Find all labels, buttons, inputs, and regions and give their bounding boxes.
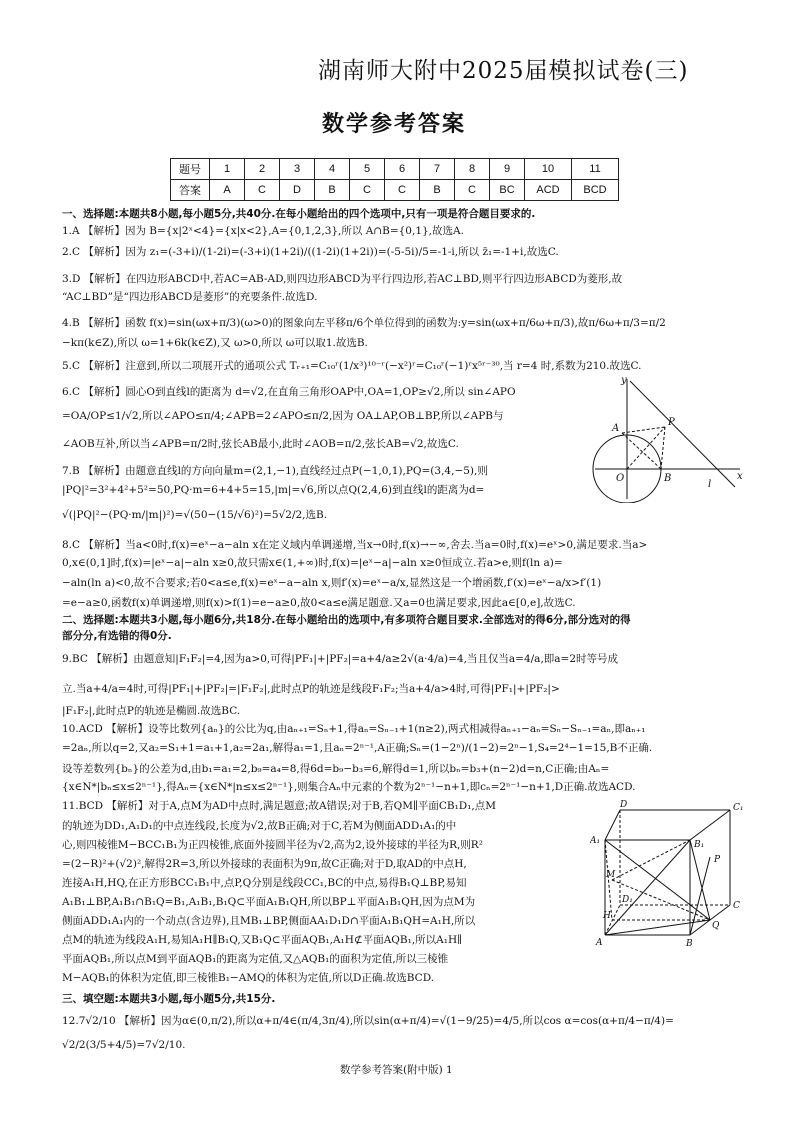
label-d1: D₁ <box>622 895 633 905</box>
answer-cell: C <box>385 180 420 201</box>
edge-c1-b1 <box>690 810 730 840</box>
label-x: x <box>737 471 743 482</box>
answer-cell: B <box>420 180 455 201</box>
solution-9-line1: 9.BC 【解析】由题意知|F₁F₂|=4,因为a>0,可得|PF₁|+|PF₂|=a+4/a≥2√(a·4/a)=4,当且仅当a=4/a,即a=2时等号成 <box>62 653 619 665</box>
label-m: M <box>606 870 616 880</box>
answer-cell: A <box>210 180 245 201</box>
solution-10-line1: 10.ACD 【解析】设等比数列{aₙ}的公比为q,由aₙ₊₁=Sₙ+1,得aₙ=Sₙ₋₁+1(n≥2),两式相减得aₙ₊₁−aₙ=Sₙ−Sₙ₋₁=aₙ,即aₙ₊₁ <box>62 723 646 735</box>
number-cell: 7 <box>420 159 455 180</box>
solution-7-line3: √(|PQ|²−(PQ·m/|m|)²)=√(50−(15/√6)²)=5√2/2,选B. <box>62 509 328 521</box>
solution-3-line1: 3.D 【解析】在四边形ABCD中,若AC=AB-AD,则四边形ABCD为平行四边形,若AC⊥BD,则平行四边形ABCD为菱形,故 <box>62 273 623 285</box>
solution-4-line1: 4.B 【解析】函数 f(x)=sin(ωx+π/3)(ω>0)的图象向左平移π/6个单位得到的函数为:y=sin(ωx+π/6ω+π/3),故π/6ω+π/3=π/2 <box>62 317 666 329</box>
edge-d-a1 <box>605 810 620 840</box>
answer-cell: B <box>315 180 350 201</box>
label-p: P <box>668 417 675 428</box>
label-a: A <box>596 938 603 948</box>
section-heading-choice: 一、选择题:本题共8小题,每小题5分,共40分.在每小题给出的四个选项中,只有一项是符合题目要求的. <box>62 208 536 220</box>
label-h: H <box>603 911 611 921</box>
solution-6-line2: =OA/OP≤1/√2,所以∠APO≤π/4;∠APB=2∠APO≤π/2,因为 OA⊥AP,OB⊥BP,所以∠APB与 <box>62 410 504 422</box>
label-q: Q <box>712 921 720 931</box>
diag-a-q <box>605 920 710 935</box>
number-cell: 3 <box>280 159 315 180</box>
figure-cube <box>590 800 770 950</box>
solution-11-line10: M−AQB₁的体积为定值,即三棱锥B₁−AMQ的体积为定值,所以D正确.故选BCD. <box>62 972 435 984</box>
answer-table-row-numbers <box>171 159 619 180</box>
answer-table-row-answers <box>171 180 619 201</box>
solution-7-line1: 7.B 【解析】由题意直线l的方向向量m=(2,1,−1),直线经过点P(−1,0,1),PQ=(3,4,−5),则 <box>62 465 488 477</box>
answer-cell: C <box>455 180 490 201</box>
label-b: B <box>664 473 672 484</box>
row-label-answer: 答案 <box>171 180 210 201</box>
label-a: A <box>612 423 620 434</box>
solution-10-line3: 设等差数列{bₙ}的公差为d,由b₁=a₁=2,b₉=a₄=8,得6d=b₉−b₃=6,解得d=1,所以bₙ=b₃+(n−2)d=n,C正确;由Aₙ= <box>62 763 610 775</box>
solution-6-line3: ∠AOB互补,所以当∠APB=π/2时,弦长AB最小,此时∠AOB=π/2,弦长AB=√2,故选C. <box>62 438 459 450</box>
answer-cell: BCD <box>572 180 619 201</box>
solution-11-line9: 平面AQB₁,所以点M到平面AQB₁的距离为定值,又△AQB₁的面积为定值,所以三棱锥 <box>62 953 449 965</box>
diag-b1-q <box>690 840 710 920</box>
solution-11-line6: A₁B₁⊥BP,A₁B₁∩B₁Q=B₁,A₁B₁,B₁Q⊂平面A₁B₁QH,所以BP⊥平面A₁B₁QH,因为点M为 <box>62 896 476 908</box>
solution-11-line2: 的轨迹为DD₁,A₁D₁的中点连线段,长度为√2,故B正确;对于C,若M为侧面ADD₁A₁的中 <box>62 820 457 832</box>
solution-11-line5: 连接A₁H,HQ,在正方形BCC₁B₁中,点P,Q分别是线段CC₁,BC的中点,易得B₁Q⊥BP,易知 <box>62 877 467 889</box>
solution-10-line2: =2aₙ,所以q=2,又a₂=S₁+1=a₁+1,a₂=2a₁,解得a₁=1,且aₙ=2ⁿ⁻¹,A正确;Sₙ=(1−2ⁿ)/(1−2)=2ⁿ−1,S₄=2⁴−1=15,B不正确. <box>62 742 653 754</box>
section-heading-multi-cont: 部分分,有选错的得0分. <box>62 630 172 642</box>
segment-op <box>627 427 665 469</box>
solution-8-line3: −aln(ln a)<0,故不合要求;若0<a≤e,f(x)=eˣ−a−aln x,则f′(x)=eˣ−a/x,显然这是一个增函数,f′(x)=eˣ−a/x>f′(1) <box>62 577 602 589</box>
figure-circle <box>590 375 746 503</box>
label-b: B <box>686 939 693 949</box>
solution-5: 5.C 【解析】注意到,所以二项展开式的通项公式 Tᵣ₊₁=C₁₀ʳ(1/x³)¹⁰⁻ʳ(−x²)ʳ=C₁₀ʳ(−1)ʳx⁵ʳ⁻³⁰,当 r=4 时,系数为210.故选C. <box>62 360 642 372</box>
line-l <box>630 381 735 487</box>
section-heading-fill: 三、填空题:本题共3小题,每小题5分,共15分. <box>62 993 276 1005</box>
diag-a1-q <box>605 840 710 920</box>
label-a1: A₁ <box>590 836 601 846</box>
answer-cell: ACD <box>525 180 572 201</box>
label-p: P <box>714 855 721 865</box>
answer-cell: BC <box>490 180 525 201</box>
number-cell: 9 <box>490 159 525 180</box>
solution-8-line2: 0,x∈(0,1]时,f(x)=|eˣ−a|−aln x≥0,故只需x∈(1,+∞)时,f(x)=|eˣ−a|−aln x≥0恒成立.若a>e,则f(ln a)= <box>62 557 563 569</box>
answer-cell: C <box>245 180 280 201</box>
number-cell: 11 <box>572 159 619 180</box>
solution-9-line3: |F₁F₂|,此时点P的轨迹是椭圆.故选BC. <box>62 705 241 717</box>
solution-11-line7: 侧面ADD₁A₁内的一个动点(含边界),且MB₁⊥BP,侧面AA₁D₁D∩平面A₁B₁QH=A₁H,所以 <box>62 915 476 927</box>
solution-11-line8: 点M的轨迹为线段A₁H,易知A₁H∥B₁Q,又B₁Q⊂平面AQB₁,A₁H⊄平面AQB₁,所以A₁H∥ <box>62 934 462 946</box>
number-cell: 6 <box>385 159 420 180</box>
segment-a1-h <box>605 840 612 920</box>
answer-cell: C <box>350 180 385 201</box>
solution-10-line4: {x∈N*|bₙ≤x≤2ⁿ⁻¹},得Aₙ={x∈N*|n≤x≤2ⁿ⁻¹},则集合Aₙ中元素的个数为2ⁿ⁻¹−n+1,即cₙ=2ⁿ⁻¹−n+1,D正确.故选ACD. <box>62 781 636 793</box>
answer-cell: D <box>280 180 315 201</box>
solution-12-line1: 12.7√2/10 【解析】因为α∈(0,π/2),所以α+π/4∈(π/4,3π/4),所以sin(α+π/4)=√(1−9/25)=4/5,所以cos α=cos(α+π/4−π/4)= <box>62 1015 674 1027</box>
label-b1: B₁ <box>694 840 705 850</box>
solution-7-line2: |PQ|²=3²+4²+5²=50,PQ·m=6+4+5=15,|m|=√6,所以点Q(2,4,6)到直线l的距离为d= <box>62 484 485 496</box>
section-heading-multi: 二、选择题:本题共3小题,每小题6分,共18分.在每小题给出的选项中,有多项符合题目要求.全部选对的得6分,部分选对的得 <box>62 614 631 626</box>
number-cell: 1 <box>210 159 245 180</box>
paper-subtitle: 数学参考答案 <box>322 112 467 137</box>
solution-11-line1: 11.BCD 【解析】对于A,点M为AD中点时,满足题意;故A错误;对于B,若QM∥平面CB₁D₁,点M <box>62 800 497 812</box>
diag-b1-a <box>605 840 690 935</box>
segment-pb <box>661 427 665 469</box>
solution-11-line4: =(2−R)²+(√2)²,解得2R=3,所以外接球的表面积为9π,故C正确;对于D,取AD的中点H, <box>62 858 467 870</box>
solution-1: 1.A 【解析】因为 B={x|2ˣ<4}={x|x<2},A={0,1,2,3},所以 A∩B={0,1},故选A. <box>62 225 464 237</box>
number-cell: 4 <box>315 159 350 180</box>
solution-12-line2: √2/2(3/5+4/5)=7√2/10. <box>62 1039 186 1051</box>
label-l: l <box>708 479 712 490</box>
solution-6-line1: 6.C 【解析】圆心O到直线l的距离为 d=√2,在直角三角形OAP中,OA=1,OP≥√2,所以 sin∠APO <box>62 386 516 398</box>
solution-9-line2: 立.当a+4/a=4时,可得|PF₁|+|PF₂|=|F₁F₂|,此时点P的轨迹是线段F₁F₂;当a+4/a>4时,可得|PF₁|+|PF₂|> <box>62 683 560 695</box>
label-y: y <box>621 375 627 386</box>
number-cell: 2 <box>245 159 280 180</box>
segment-m-b1 <box>612 840 690 880</box>
label-c: C <box>733 901 740 911</box>
label-c1: C₁ <box>733 803 744 813</box>
number-cell: 10 <box>525 159 572 180</box>
label-d: D <box>620 800 628 810</box>
solution-11-line3: 心,则四棱锥M−BCC₁B₁为正四棱锥,底面外接圆半径为√2,高为2,设外接球的半径为R,则R² <box>62 839 483 851</box>
row-label-number: 题号 <box>171 159 210 180</box>
segment-ap <box>622 427 665 433</box>
number-cell: 8 <box>455 159 490 180</box>
solution-3-line2: “AC⊥BD”是“四边形ABCD是菱形”的充要条件.故选D. <box>62 291 318 303</box>
page-footer: 数学参考答案(附中版) 1 <box>340 1064 453 1076</box>
diag-b-p <box>690 857 710 935</box>
answer-table <box>170 158 619 201</box>
number-cell: 5 <box>350 159 385 180</box>
solution-8-line1: 8.C 【解析】当a<0时,f(x)=eˣ−a−aln x在定义域内单调递增,当x→0时,f(x)→−∞,舍去.当a=0时,f(x)=eˣ>0,满足要求.当a> <box>62 539 648 551</box>
solution-2: 2.C 【解析】因为 z₁=(-3+i)/(1-2i)=(-3+i)(1+2i)/((1-2i)(1+2i))=(-5-5i)/5=-1-i,所以 z̄₁=-1+i,故选C. <box>62 246 559 258</box>
label-o: O <box>616 473 625 484</box>
solution-8-line4: =e−a≥0,函数f(x)单调递增,则f(x)>f(1)=e−a≥0,故0<a≤e满足题意.又a=0也满足要求,因此a∈[0,e],故选C. <box>62 597 576 609</box>
paper-title: 湖南师大附中2025届模拟试卷(三) <box>318 58 689 84</box>
solution-4-line2: −kπ(k∈Z),所以 ω=1+6k(k∈Z),又 ω>0,所以 ω可以取1.故选B. <box>62 337 368 349</box>
